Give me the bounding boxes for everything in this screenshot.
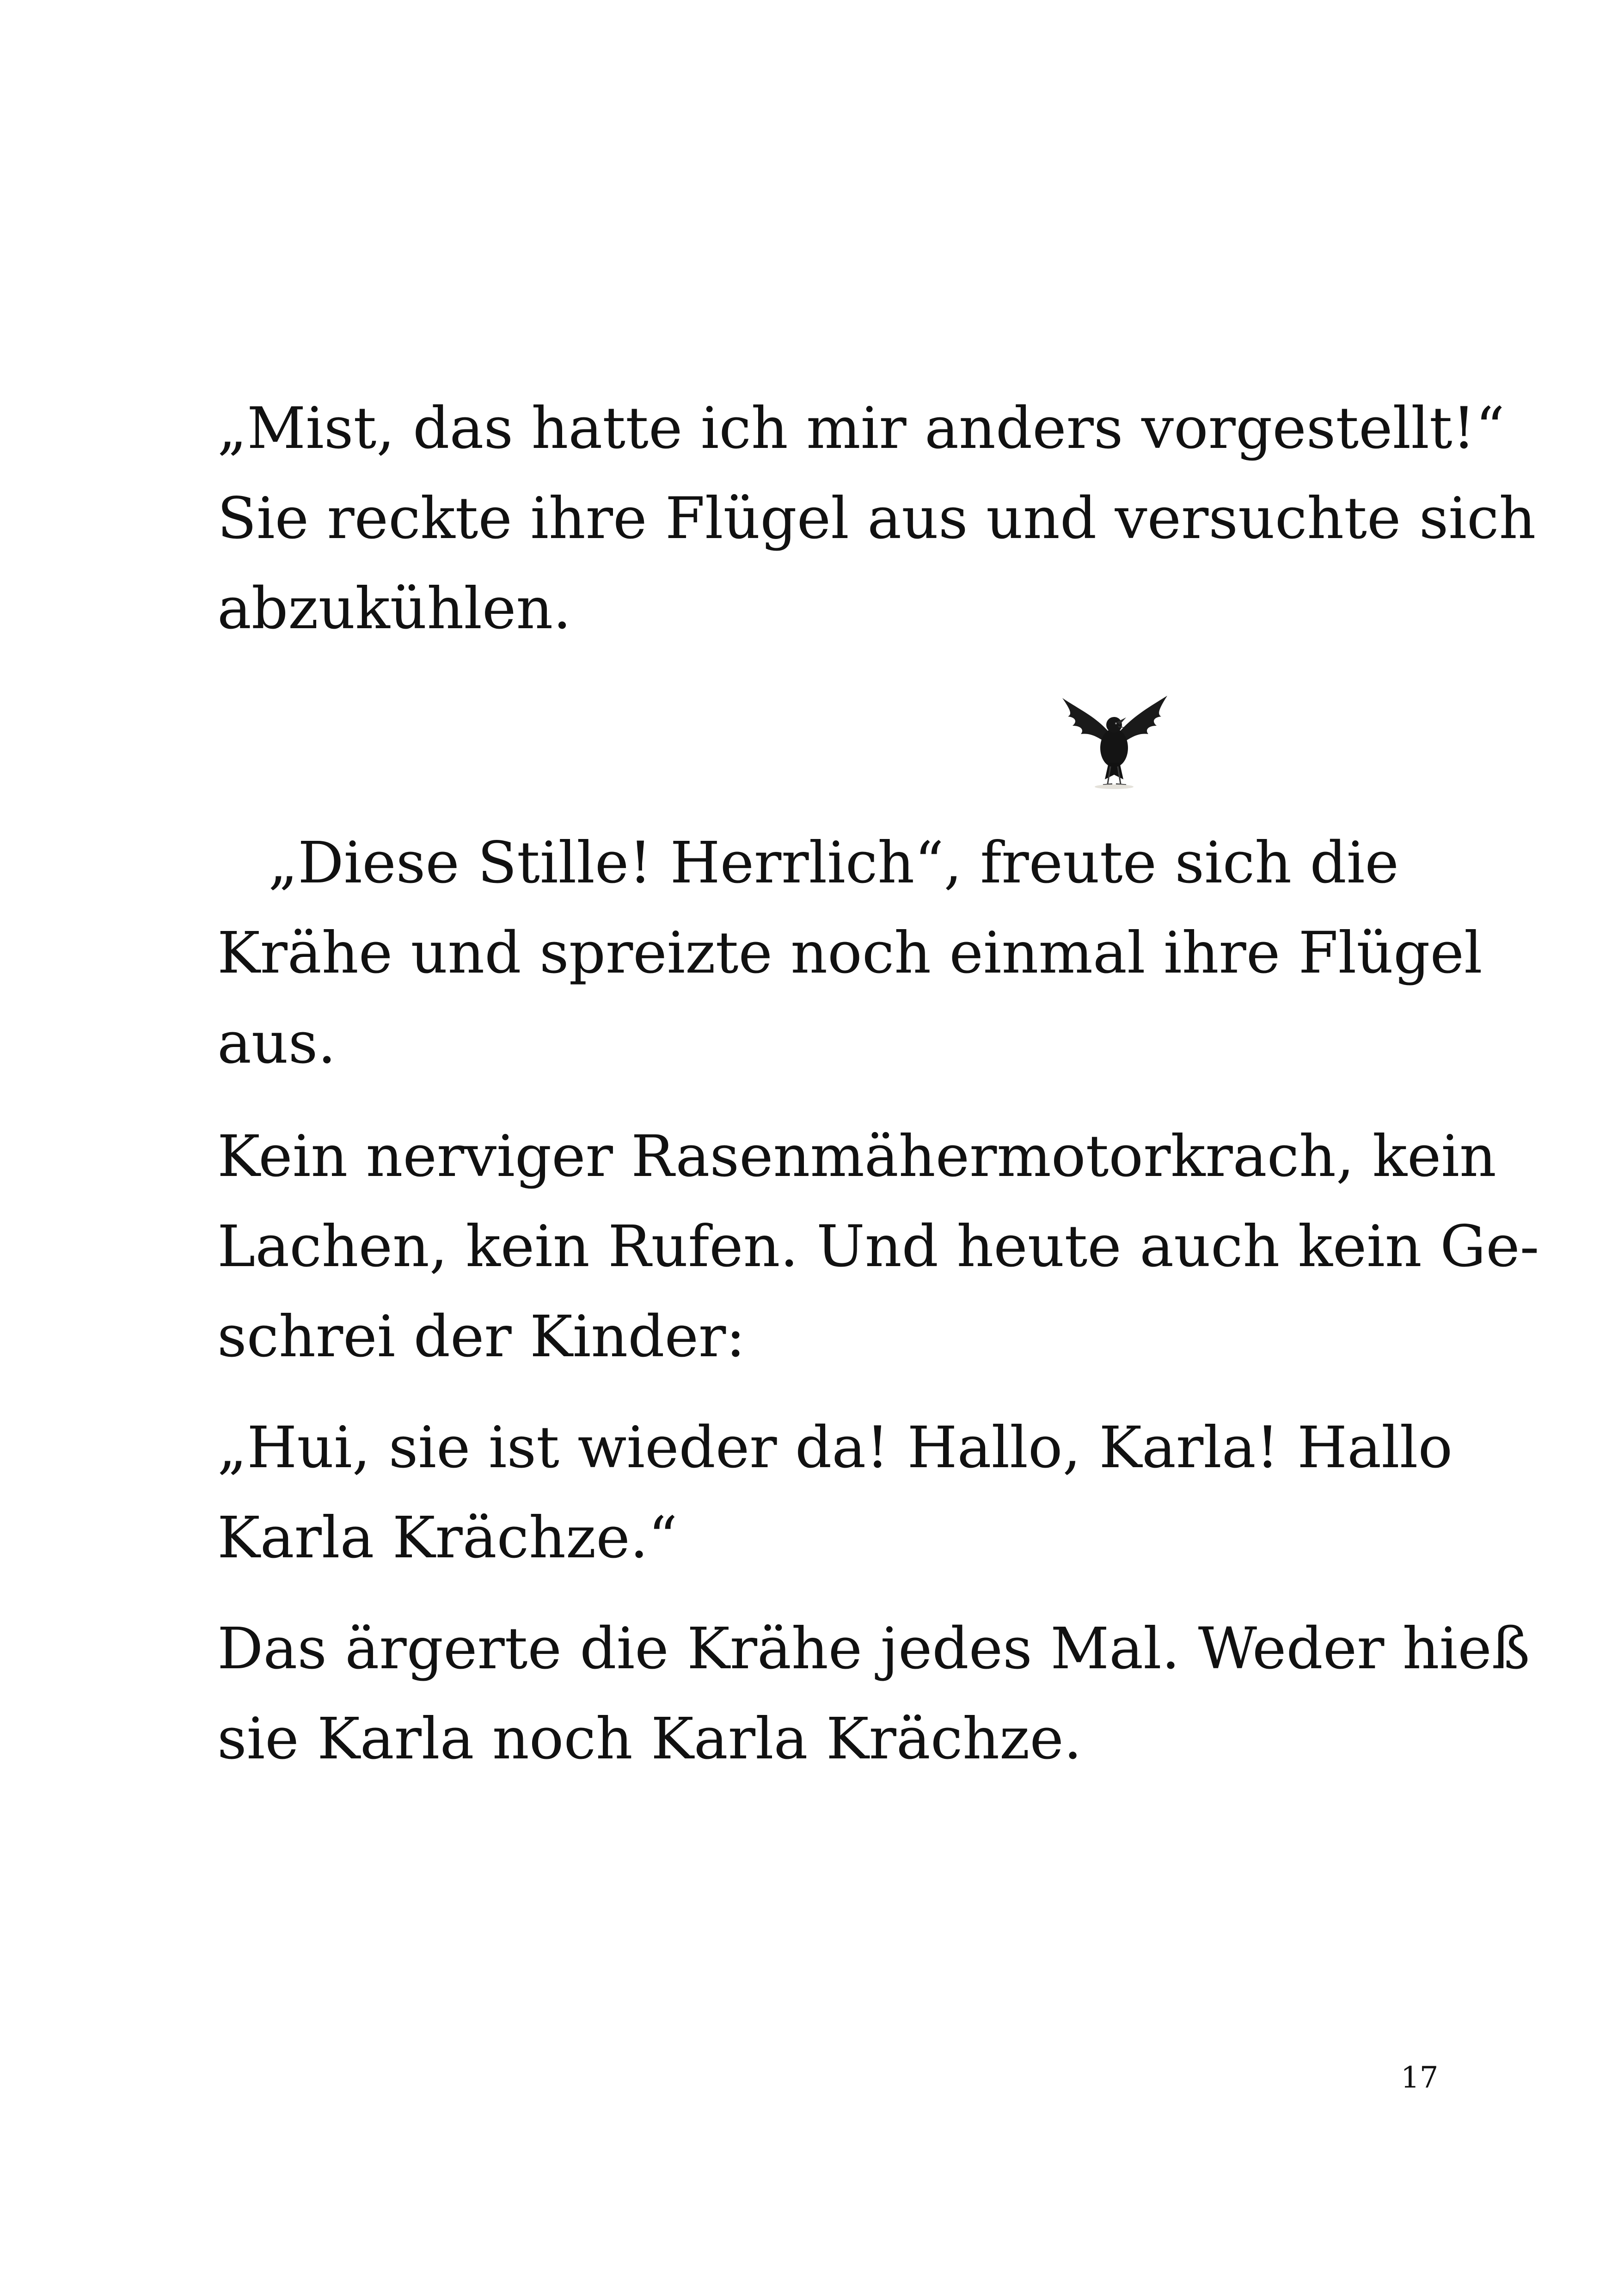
text-line: Lachen, kein Rufen. Und heute auch kein Ge- — [217, 1213, 1539, 1280]
text-line: Karla Krächze.“ — [217, 1505, 678, 1571]
page-number: 17 — [1401, 2061, 1439, 2095]
text-line: abzukühlen. — [217, 576, 571, 642]
text-line: aus. — [217, 1010, 336, 1077]
paragraph-3 — [217, 1112, 1539, 1382]
text-line: Kein nerviger Rasenmähermotorkrach, kein — [217, 1123, 1496, 1190]
text-line: Sie reckte ihre Flügel aus und versuchte sich — [217, 485, 1536, 552]
text-line: „Hui, sie ist wieder da! Hallo, Karla! Hallo — [217, 1414, 1453, 1481]
text-line: schrei der Kinder: — [217, 1304, 746, 1370]
text-line: „Diese Stille! Herrlich“, freute sich die — [268, 830, 1399, 896]
paragraph-1 — [217, 384, 1536, 654]
paragraph-2 — [217, 818, 1493, 1089]
crow-icon — [1059, 689, 1170, 790]
paragraph-4 — [217, 1403, 1493, 1583]
text-line: Krähe und spreizte noch einmal ihre Flügel — [217, 920, 1483, 986]
text-line: „Mist, das hatte ich mir anders vorgestellt!“ — [217, 395, 1505, 462]
text-line: sie Karla noch Karla Krächze. — [217, 1706, 1082, 1772]
paragraph-5 — [217, 1604, 1530, 1784]
text-line: Das ärgerte die Krähe jedes Mal. Weder hieß — [217, 1616, 1530, 1682]
